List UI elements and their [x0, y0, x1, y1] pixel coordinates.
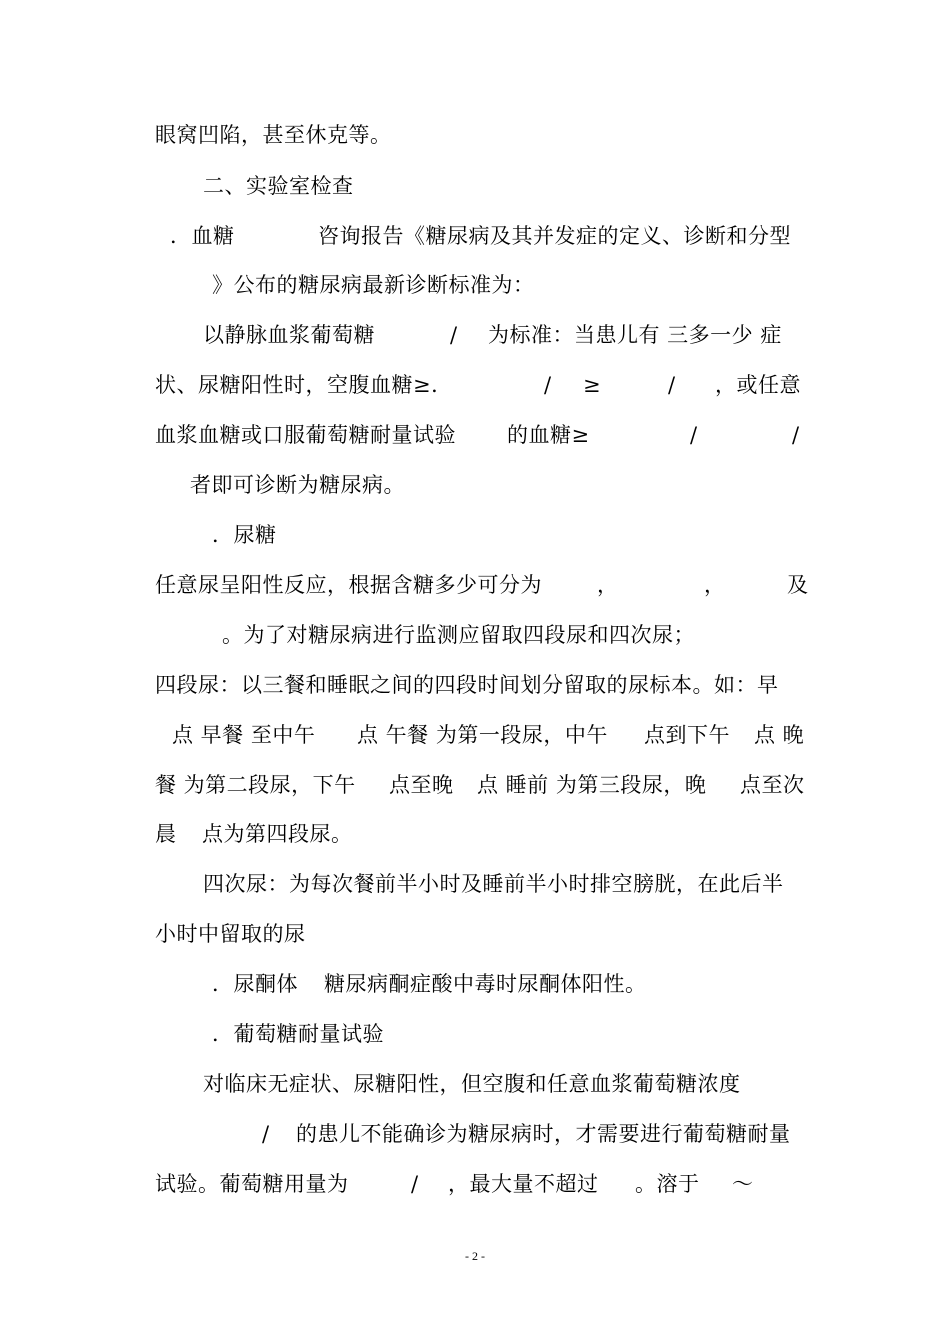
text-line: 点为第四段尿。	[202, 822, 353, 846]
text-line: /	[411, 1172, 419, 1196]
text-line: 点至晚	[389, 773, 454, 797]
subsection-heading: ．葡萄糖耐量试验	[212, 1022, 384, 1046]
text-line: 的患儿不能确诊为糖尿病时，才需要进行葡萄糖耐量	[296, 1122, 791, 1146]
text-line: ，	[704, 573, 726, 597]
text-line: 点 午餐 为第一段尿，中午	[357, 723, 608, 747]
text-line: /	[792, 423, 800, 447]
text-line: 。为了对糖尿病进行监测应留取四段尿和四次尿；	[222, 623, 695, 647]
text-line: 点 早餐 至中午	[172, 723, 316, 747]
text-line: 为标准：当患儿有 三多一少 症	[488, 323, 782, 347]
subsection-heading: ．尿酮体	[212, 972, 298, 996]
text-line: 餐 为第二段尿，下午	[155, 773, 356, 797]
subsection-heading: ．血糖	[170, 224, 235, 248]
text-line: 以静脉血浆葡萄糖	[203, 323, 375, 347]
text-line: ，或任意	[715, 373, 801, 397]
text-line: 糖尿病酮症酸中毒时尿酮体阳性。	[324, 972, 647, 996]
text-line: 的血糖≥	[507, 423, 590, 447]
text-line: 四段尿：以三餐和睡眠之间的四段时间划分留取的尿标本。如：早	[155, 673, 779, 697]
text-line: /	[262, 1122, 270, 1146]
section-heading: 二、实验室检查	[203, 174, 354, 198]
text-line: 任意尿呈阳性反应，根据含糖多少可分为	[155, 573, 542, 597]
text-line: ～	[732, 1172, 754, 1196]
text-line: 四次尿：为每次餐前半小时及睡前半小时排空膀胱，在此后半	[203, 872, 784, 896]
text-line: 及	[787, 573, 809, 597]
text-line: /	[544, 373, 552, 397]
page-number: - 2 -	[465, 1249, 485, 1263]
text-line: 点 晚	[754, 723, 805, 747]
text-line: 。溶于	[635, 1172, 700, 1196]
text-line: /	[450, 323, 458, 347]
text-line: 试验。葡萄糖用量为	[155, 1172, 349, 1196]
text-line: 血浆血糖或口服葡萄糖耐量试验	[155, 423, 456, 447]
text-line: ，	[597, 573, 619, 597]
text-line: 咨询报告《糖尿病及其并发症的定义、诊断和分型	[318, 224, 791, 248]
text-line: 者即可诊断为糖尿病。	[190, 473, 405, 497]
text-line: /	[690, 423, 698, 447]
text-line: 点 睡前 为第三段尿，晚	[477, 773, 707, 797]
text-line: 》公布的糖尿病最新诊断标准为：	[212, 273, 535, 297]
text-line: ，最大量不超过	[448, 1172, 599, 1196]
text-line: 对临床无症状、尿糖阳性，但空腹和任意血浆葡萄糖浓度	[203, 1072, 741, 1096]
text-line: 点至次	[740, 773, 805, 797]
text-line: 点到下午	[644, 723, 730, 747]
text-line: 眼窝凹陷，甚至休克等。	[155, 123, 392, 147]
subsection-heading: ．尿糖	[212, 523, 277, 547]
text-line: 小时中留取的尿	[155, 922, 306, 946]
text-line: 状、尿糖阳性时，空腹血糖≥．	[155, 373, 453, 397]
text-line: ≥	[583, 373, 602, 397]
text-line: 晨	[155, 822, 177, 846]
text-line: /	[668, 373, 676, 397]
